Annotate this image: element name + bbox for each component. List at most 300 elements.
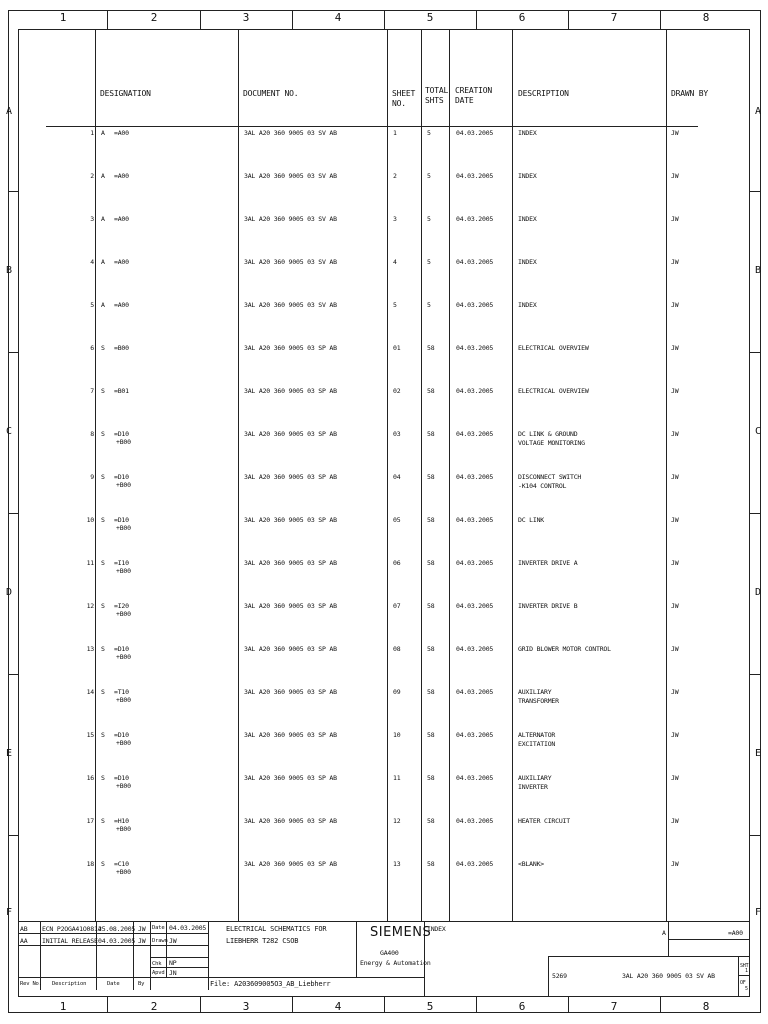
document-no: 3AL A20 360 9005 03 SP AB [244, 688, 337, 696]
tb-line [668, 921, 669, 956]
creation-date: 04.03.2005 [456, 301, 494, 309]
zone-tick [476, 996, 477, 1012]
designation-code: S [101, 645, 105, 653]
tb-line [548, 956, 750, 957]
designation-code: S [101, 731, 105, 739]
document-no: 3AL A20 360 9005 03 SP AB [244, 559, 337, 567]
frame-right [760, 10, 761, 1013]
tb-line [166, 921, 167, 977]
col-sep [512, 29, 513, 921]
creation-date: 04.03.2005 [456, 430, 494, 438]
tb-line [548, 956, 549, 996]
designation-code: A [101, 258, 105, 266]
zone-tick [8, 674, 18, 675]
total-sheets: 58 [427, 430, 435, 438]
total-sheets: 58 [427, 688, 435, 696]
zone-tick [660, 10, 661, 29]
sheet-no: 07 [393, 602, 401, 610]
sheet-no: 08 [393, 645, 401, 653]
zone-row-label: A [5, 106, 13, 117]
creation-date: 04.03.2005 [456, 774, 494, 782]
zone-col-label: 5 [426, 11, 434, 24]
description: INVERTER DRIVE A [518, 559, 578, 567]
designation-code: S [101, 688, 105, 696]
rev-date: 25.08.2005 [98, 925, 136, 933]
description: INDEX [518, 129, 537, 137]
value-of: 5 [745, 986, 748, 992]
drawn-by: JW [671, 172, 679, 180]
zone-row-label: D [5, 587, 13, 598]
creation-date: 04.03.2005 [456, 344, 494, 352]
col-sep [666, 29, 667, 921]
label-chk: Chk [152, 961, 162, 967]
row-number: 8 [90, 430, 94, 438]
description-line2: TRANSFORMER [518, 697, 559, 705]
document-no: 3AL A20 360 9005 03 SP AB [244, 817, 337, 825]
sheet-code: A [662, 929, 666, 937]
zone-row-label: F [5, 907, 13, 918]
header-designation: DESIGNATION [100, 89, 151, 98]
sheet-no: 2 [393, 172, 397, 180]
zone-col-label: 1 [59, 11, 67, 24]
file-name: File: A203609005O3_AB_Liebherr [210, 980, 331, 988]
drawn-by: JW [671, 774, 679, 782]
total-sheets: 58 [427, 559, 435, 567]
sheet-title: INDEX [427, 925, 446, 933]
document-no: 3AL A20 360 9005 03 SV AB [244, 172, 337, 180]
zone-tick [568, 10, 569, 29]
col-sep [387, 29, 388, 921]
document-no: 3AL A20 360 9005 03 SP AB [244, 387, 337, 395]
document-no: 3AL A20 360 9005 03 SP AB [244, 774, 337, 782]
rev-number: AB [20, 925, 28, 933]
row-number: 18 [86, 860, 94, 868]
value-chk: NP [169, 959, 177, 967]
designation-location: +B00 [116, 524, 131, 532]
designation-code: S [101, 817, 105, 825]
document-no: 3AL A20 360 9005 03 SP AB [244, 430, 337, 438]
zone-tick [8, 352, 18, 353]
designation-value: =D10 [114, 430, 129, 438]
sheet-no: 06 [393, 559, 401, 567]
row-number: 4 [90, 258, 94, 266]
designation-location: +B00 [116, 782, 131, 790]
value-date: 04.03.2005 [169, 924, 207, 932]
designation-value: =A00 [728, 929, 743, 937]
value-drawn: JW [169, 937, 177, 945]
header-total-shts: TOTAL [425, 86, 449, 95]
zone-tick [750, 835, 760, 836]
creation-date: 04.03.2005 [456, 172, 494, 180]
creation-date: 04.03.2005 [456, 817, 494, 825]
col-sep [449, 29, 450, 921]
drawing-title: ELECTRICAL SCHEMATICS FOR [226, 925, 327, 933]
creation-date: 04.03.2005 [456, 473, 494, 481]
creation-date: 04.03.2005 [456, 645, 494, 653]
zone-row-label: E [754, 748, 762, 759]
designation-location: +B00 [116, 438, 131, 446]
drawn-by: JW [671, 602, 679, 610]
label-sht: SHT [740, 963, 749, 969]
label-date: Date [152, 925, 165, 931]
designation-value: =B00 [114, 344, 129, 352]
total-sheets: 5 [427, 301, 431, 309]
sheet-no: 5 [393, 301, 397, 309]
sheet-no: 04 [393, 473, 401, 481]
siemens-logo: SIEMENS [370, 925, 432, 940]
drawn-by: JW [671, 430, 679, 438]
designation-value: =D10 [114, 516, 129, 524]
description: INDEX [518, 215, 537, 223]
total-sheets: 58 [427, 774, 435, 782]
sheet-no: 09 [393, 688, 401, 696]
designation-value: =D10 [114, 774, 129, 782]
zone-tick [8, 835, 18, 836]
rev-col-header: Description [52, 981, 87, 987]
document-no: 3AL A20 360 9005 03 SP AB [244, 645, 337, 653]
designation-code: A [101, 172, 105, 180]
zone-row-label: C [754, 426, 762, 437]
zone-tick [384, 10, 385, 29]
designation-location: +B00 [116, 567, 131, 575]
row-number: 9 [90, 473, 94, 481]
zone-col-label: 2 [150, 1000, 158, 1013]
tb-line [738, 956, 739, 996]
description: <BLANK> [518, 860, 544, 868]
inner-top [18, 29, 750, 30]
sheet-no: 3 [393, 215, 397, 223]
designation-code: S [101, 602, 105, 610]
designation-value: =D10 [114, 645, 129, 653]
sheet-no: 11 [393, 774, 401, 782]
col-sep [95, 29, 96, 921]
tb-line [150, 921, 151, 990]
tb-line [18, 933, 208, 934]
header-sheet-no: SHEET [392, 89, 416, 98]
creation-date: 04.03.2005 [456, 559, 494, 567]
row-number: 6 [90, 344, 94, 352]
description: INVERTER DRIVE B [518, 602, 578, 610]
designation-value: =I20 [114, 602, 129, 610]
col-sep [238, 29, 239, 921]
row-number: 12 [86, 602, 94, 610]
row-number: 3 [90, 215, 94, 223]
total-sheets: 5 [427, 129, 431, 137]
creation-date: 04.03.2005 [456, 215, 494, 223]
designation-code: S [101, 559, 105, 567]
row-number: 17 [86, 817, 94, 825]
zone-col-label: 6 [518, 11, 526, 24]
description: INDEX [518, 258, 537, 266]
tb-line [18, 945, 208, 946]
document-no: 3AL A20 360 9005 03 SP AB [244, 602, 337, 610]
creation-date: 04.03.2005 [456, 516, 494, 524]
designation-location: +B00 [116, 868, 131, 876]
total-sheets: 58 [427, 344, 435, 352]
col-sep [421, 29, 422, 921]
zone-tick [384, 996, 385, 1012]
creation-date: 04.03.2005 [456, 258, 494, 266]
rev-col-header: Rev No. [20, 981, 42, 987]
description: HEATER CIRCUIT [518, 817, 570, 825]
rev-description: INITIAL RELEASE [42, 937, 98, 945]
zone-col-label: 7 [610, 11, 618, 24]
zone-tick [8, 191, 18, 192]
designation-code: A [101, 129, 105, 137]
zone-col-label: 8 [702, 1000, 710, 1013]
document-no: 3AL A20 360 9005 03 SV AB [244, 301, 337, 309]
zone-row-label: A [754, 106, 762, 117]
total-sheets: 5 [427, 215, 431, 223]
description: AUXILIARY [518, 688, 552, 696]
total-sheets: 58 [427, 645, 435, 653]
zone-row-label: D [754, 587, 762, 598]
description: ALTERNATOR [518, 731, 556, 739]
drawn-by: JW [671, 387, 679, 395]
zone-col-label: 7 [610, 1000, 618, 1013]
tb-line [738, 975, 750, 976]
zone-col-label: 4 [334, 11, 342, 24]
designation-location: +B00 [116, 825, 131, 833]
sheet-no: 4 [393, 258, 397, 266]
description: DISCONNECT SWITCH [518, 473, 582, 481]
row-number: 10 [86, 516, 94, 524]
zone-tick [660, 996, 661, 1012]
row-number: 16 [86, 774, 94, 782]
designation-value: =T10 [114, 688, 129, 696]
header-description: DESCRIPTION [518, 89, 569, 98]
sheet-no: 13 [393, 860, 401, 868]
total-sheets: 5 [427, 258, 431, 266]
total-sheets: 58 [427, 473, 435, 481]
zone-row-label: F [754, 907, 762, 918]
drawn-by: JW [671, 301, 679, 309]
zone-row-label: B [754, 265, 762, 276]
document-no: 3AL A20 360 9005 03 SP AB [244, 516, 337, 524]
total-sheets: 58 [427, 860, 435, 868]
tb-line [18, 977, 208, 978]
rev-date: 04.03.2005 [98, 937, 136, 945]
sheet-no: 01 [393, 344, 401, 352]
designation-code: S [101, 473, 105, 481]
value-sht: 1 [745, 968, 748, 974]
row-number: 5 [90, 301, 94, 309]
zone-tick [568, 996, 569, 1012]
description: GRID BLOWER MOTOR CONTROL [518, 645, 611, 653]
description: AUXILIARY [518, 774, 552, 782]
drawn-by: JW [671, 215, 679, 223]
header-total-shts: SHTS [425, 96, 444, 105]
rev-by: JW [138, 925, 146, 933]
header-underline [46, 126, 698, 127]
row-number: 11 [86, 559, 94, 567]
designation-code: S [101, 430, 105, 438]
designation-value: =D10 [114, 731, 129, 739]
drawn-by: JW [671, 645, 679, 653]
row-number: 2 [90, 172, 94, 180]
zone-tick [750, 191, 760, 192]
designation-location: +B00 [116, 739, 131, 747]
frame-left [8, 10, 9, 1013]
zone-tick [750, 674, 760, 675]
drawn-by: JW [671, 688, 679, 696]
sheet-no: 05 [393, 516, 401, 524]
total-sheets: 5 [427, 172, 431, 180]
value-apvd: JN [169, 969, 177, 977]
designation-code: S [101, 860, 105, 868]
creation-date: 04.03.2005 [456, 688, 494, 696]
document-no: 3AL A20 360 9005 03 SV AB [244, 258, 337, 266]
description-line2: INVERTER [518, 783, 548, 791]
description: DC LINK & GROUND [518, 430, 578, 438]
drawn-by: JW [671, 516, 679, 524]
document-no: 3AL A20 360 9005 03 SV AB [244, 215, 337, 223]
rev-by: JW [138, 937, 146, 945]
zone-row-label: E [5, 748, 13, 759]
description: ELECTRICAL OVERVIEW [518, 344, 589, 352]
sheet-no: 1 [393, 129, 397, 137]
drawing-title: LIEBHERR T282 CSOB [226, 937, 299, 945]
designation-value: =A00 [114, 258, 129, 266]
drawn-by: JW [671, 731, 679, 739]
total-sheets: 58 [427, 602, 435, 610]
inner-left [18, 29, 19, 997]
designation-code: S [101, 344, 105, 352]
zone-col-label: 6 [518, 1000, 526, 1013]
tb-line [356, 921, 357, 977]
total-sheets: 58 [427, 516, 435, 524]
designation-code: S [101, 387, 105, 395]
drawing-number: 3AL A20 360 9005 03 SV AB [622, 972, 715, 980]
total-sheets: 58 [427, 817, 435, 825]
designation-value: =A00 [114, 172, 129, 180]
creation-date: 04.03.2005 [456, 860, 494, 868]
zone-row-label: B [5, 265, 13, 276]
sheet-no: 12 [393, 817, 401, 825]
description: ELECTRICAL OVERVIEW [518, 387, 589, 395]
document-no: 3AL A20 360 9005 03 SP AB [244, 473, 337, 481]
zone-col-label: 3 [242, 11, 250, 24]
drawn-by: JW [671, 817, 679, 825]
zone-col-label: 5 [426, 1000, 434, 1013]
zone-tick [750, 513, 760, 514]
tb-line [668, 939, 750, 940]
company-sub: GA400 [380, 949, 399, 957]
drawn-by: JW [671, 473, 679, 481]
drawn-by: JW [671, 559, 679, 567]
document-no: 3AL A20 360 9005 03 SP AB [244, 344, 337, 352]
zone-row-label: C [5, 426, 13, 437]
creation-date: 04.03.2005 [456, 387, 494, 395]
header-drawn-by: DRAWN BY [671, 89, 708, 98]
label-drawn: Drawn [152, 938, 168, 944]
designation-value: =H10 [114, 817, 129, 825]
zone-col-label: 4 [334, 1000, 342, 1013]
tb-line [18, 921, 750, 922]
job-number: 5269 [552, 972, 567, 980]
designation-value: =A00 [114, 215, 129, 223]
rev-description: ECN P2OGA41O0814 [42, 925, 102, 933]
creation-date: 04.03.2005 [456, 129, 494, 137]
zone-tick [8, 513, 18, 514]
row-number: 13 [86, 645, 94, 653]
tb-line [208, 977, 424, 978]
zone-col-label: 2 [150, 11, 158, 24]
sheet-no: 03 [393, 430, 401, 438]
header-document-no: DOCUMENT NO. [243, 89, 299, 98]
zone-tick [200, 996, 201, 1012]
document-no: 3AL A20 360 9005 03 SV AB [244, 129, 337, 137]
total-sheets: 58 [427, 387, 435, 395]
zone-col-label: 8 [702, 11, 710, 24]
creation-date: 04.03.2005 [456, 602, 494, 610]
description: INDEX [518, 172, 537, 180]
row-number: 7 [90, 387, 94, 395]
zone-tick [750, 352, 760, 353]
header-sheet-no: NO. [392, 99, 406, 108]
frame-bottom [8, 1012, 760, 1013]
tb-line [208, 921, 209, 990]
zone-tick [107, 10, 108, 29]
zone-col-label: 1 [59, 1000, 67, 1013]
label-apvd: Apvd [152, 970, 165, 976]
designation-location: +B00 [116, 610, 131, 618]
designation-value: =A00 [114, 129, 129, 137]
designation-code: S [101, 774, 105, 782]
designation-value: =D10 [114, 473, 129, 481]
designation-location: +B00 [116, 481, 131, 489]
drawn-by: JW [671, 860, 679, 868]
zone-tick [292, 10, 293, 29]
designation-location: +B00 [116, 653, 131, 661]
drawn-by: JW [671, 258, 679, 266]
sheet-no: 02 [393, 387, 401, 395]
row-number: 1 [90, 129, 94, 137]
total-sheets: 58 [427, 731, 435, 739]
designation-code: A [101, 215, 105, 223]
designation-code: A [101, 301, 105, 309]
zone-tick [107, 996, 108, 1012]
zone-tick [200, 10, 201, 29]
designation-value: =B01 [114, 387, 129, 395]
designation-location: +B00 [116, 696, 131, 704]
rev-col-header: By [138, 981, 145, 987]
description: INDEX [518, 301, 537, 309]
drawn-by: JW [671, 129, 679, 137]
creation-date: 04.03.2005 [456, 731, 494, 739]
row-number: 14 [86, 688, 94, 696]
row-number: 15 [86, 731, 94, 739]
company-sub: Energy & Automation [360, 959, 431, 967]
description-line2: -K104 CONTROL [518, 482, 567, 490]
designation-code: S [101, 516, 105, 524]
header-creation-date: DATE [455, 96, 474, 105]
description-line2: VOLTAGE MONITORING [518, 439, 585, 447]
header-creation-date: CREATION [455, 86, 492, 95]
drawn-by: JW [671, 344, 679, 352]
description: DC LINK [518, 516, 544, 524]
tb-line [150, 957, 208, 958]
zone-col-label: 3 [242, 1000, 250, 1013]
designation-value: =C10 [114, 860, 129, 868]
document-no: 3AL A20 360 9005 03 SP AB [244, 860, 337, 868]
designation-value: =I10 [114, 559, 129, 567]
description-line2: EXCITATION [518, 740, 556, 748]
label-of: OF [740, 980, 746, 986]
designation-value: =A00 [114, 301, 129, 309]
sheet-no: 10 [393, 731, 401, 739]
zone-tick [476, 10, 477, 29]
